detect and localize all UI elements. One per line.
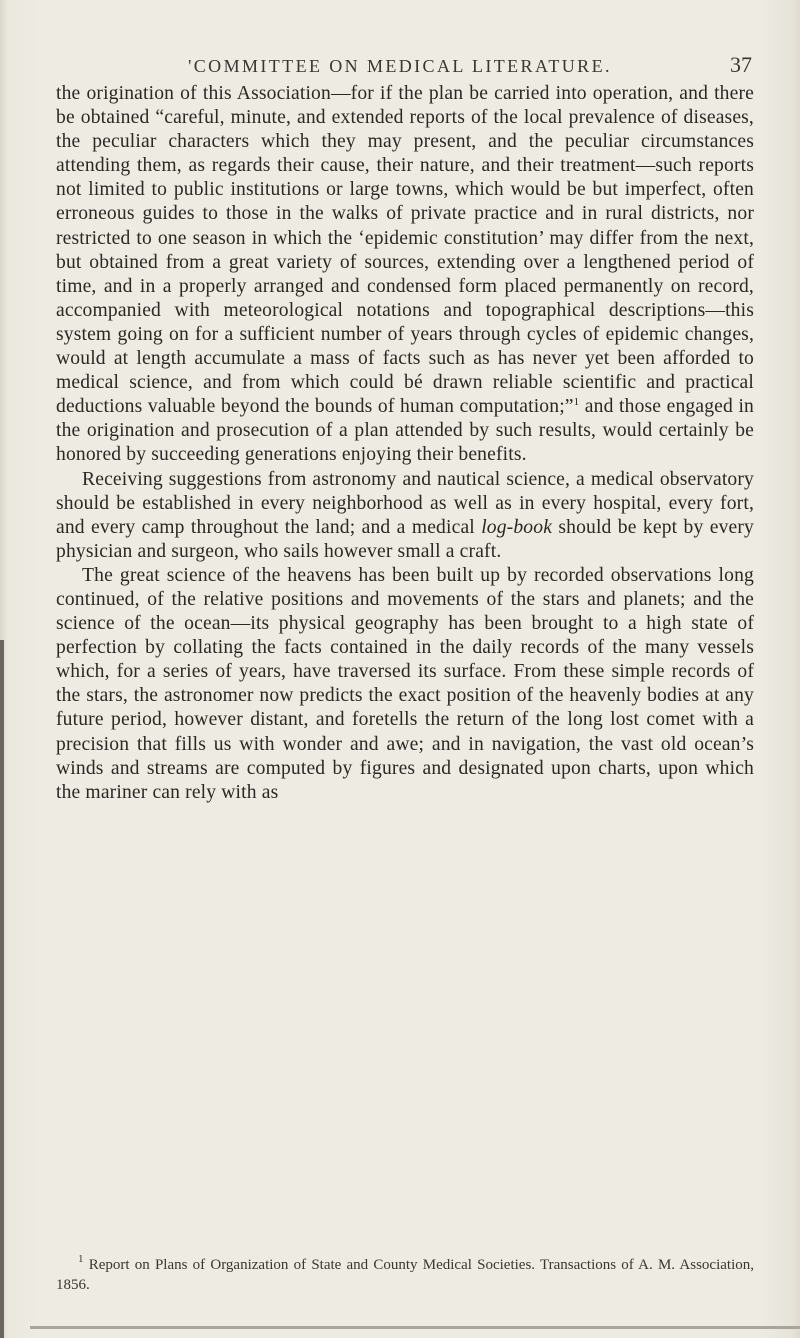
italic-term: log-book bbox=[481, 516, 553, 538]
footnote-marker: 1 bbox=[78, 1253, 84, 1265]
paragraph-1 bbox=[56, 82, 754, 468]
footnote-text: Report on Plans of Organization of State and County Medical Societies. Transactions of A. M. Association, 1856. bbox=[56, 1257, 754, 1293]
body-text bbox=[56, 82, 754, 805]
page-number: 37 bbox=[730, 52, 752, 77]
paragraph-2-text: Receiving suggestions from astronomy and nautical science, a medical observatory should be established in every neighborhood as well as in every hospital, every fort, and every camp throughout the land; and a medical bbox=[56, 468, 754, 538]
footnote-1 bbox=[56, 1255, 754, 1295]
footnote-reference: 1 bbox=[573, 396, 580, 409]
running-head bbox=[30, 52, 770, 82]
page-bottom-edge bbox=[30, 1326, 800, 1329]
paragraph-1-continuation: and those engaged in the origination and prosecution of a plan attended by such results, would certainly be honored by succeeding generations enjoying their benefits. bbox=[56, 396, 754, 466]
paragraph-1-text: the origination of this Association—for if the plan be carried into operation, and there be obtained “careful, minute, and extended reports of the local prevalence of diseases, the peculiar characters which they may present, and the peculiar circumstances attending them, as regards their cause, their nature, and their treatment—such reports not limited to public institutions or large towns, which would be but imperfect, often erroneous guides to those in the walks of private practice and in rural districts, nor restricted to one season in which the ‘epidemic constitution’ may differ from the next, but obtained from a great variety of sources, extending over a lengthened period of time, and in a properly arranged and condensed form placed permanently on record, accompanied with meteorological notations and topographical descriptions—this system going on for a sufficient number of years through cycles of epidemic changes, would at length accumulate a mass of facts such as has never yet been afforded to medical science, and from which could bé drawn reliable scientific and practical deductions valuable beyond the bounds of human computation;” bbox=[56, 83, 754, 418]
paragraph-2-continuation: should be kept by every physician and surgeon, who sails however small a craft. bbox=[56, 516, 754, 562]
running-title: 'COMMITTEE ON MEDICAL LITERATURE. bbox=[188, 56, 612, 76]
footnotes bbox=[56, 1255, 754, 1295]
paragraph-2 bbox=[56, 468, 754, 564]
page-binding-edge bbox=[0, 640, 4, 1338]
paragraph-3: The great science of the heavens has been built up by recorded observations long continued, of the relative positions and movements of the stars and planets; and the science of the ocean—its physical geography has been brought to a high state of perfection by collating the facts contained in the daily records of the many vessels which, for a series of years, have traversed its surface. From these simple records of the stars, the astronomer now predicts the exact position of the heavenly bodies at any future period, however distant, and foretells the return of the long lost comet with a precision that fills us with wonder and awe; and in navigation, the vast old ocean’s winds and streams are computed by figures and designated upon charts, upon which the mariner can rely with as bbox=[56, 564, 754, 803]
